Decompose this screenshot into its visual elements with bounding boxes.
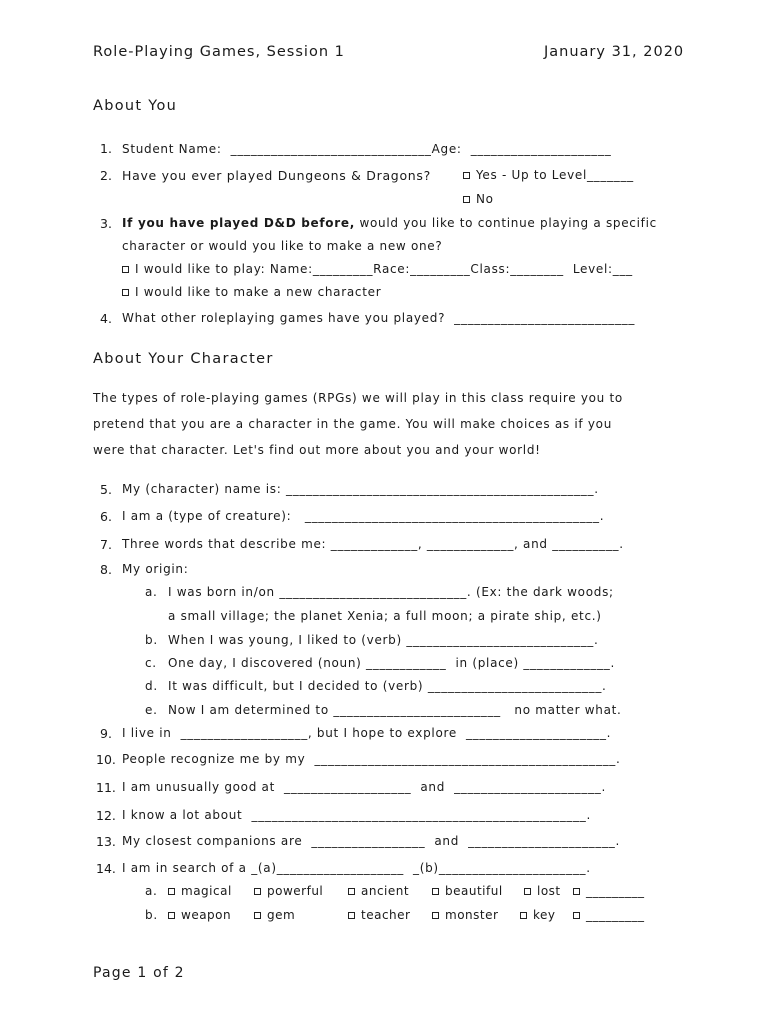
- option-powerful[interactable]: [254, 884, 323, 898]
- question-number: 12.: [96, 808, 116, 823]
- option-gem[interactable]: [254, 908, 295, 922]
- checkbox[interactable]: [348, 888, 355, 895]
- checkbox[interactable]: [348, 912, 355, 919]
- option-monster[interactable]: [432, 908, 498, 922]
- no-option[interactable]: [463, 192, 494, 206]
- bold-emphasis: If you have played D&D before,: [122, 216, 355, 230]
- option-label: gem: [267, 908, 296, 922]
- sub-label: b.: [145, 908, 158, 922]
- question-number: 3.: [100, 216, 112, 231]
- sub-label: a.: [145, 884, 158, 898]
- question-number: 5.: [100, 482, 112, 497]
- option-label: key: [533, 908, 556, 922]
- option-label: monster: [445, 908, 499, 922]
- page-number: Page 1 of 2: [93, 965, 185, 981]
- option-label: powerful: [267, 884, 324, 898]
- other-games-line[interactable]: What other roleplaying games have you played? ___________________________: [122, 311, 636, 325]
- option-label: I would like to make a new character: [135, 285, 382, 299]
- checkbox[interactable]: [463, 172, 470, 179]
- intro-line-3: were that character. Let's find out more about you and your world!: [93, 443, 541, 457]
- live-in-line[interactable]: I live in ___________________, but I hope to explore _____________________.: [122, 726, 612, 740]
- checkbox[interactable]: [573, 888, 580, 895]
- born-in-line[interactable]: I was born in/on ____________________________. (Ex: the dark woods;: [168, 585, 614, 599]
- question-number: 6.: [100, 509, 112, 524]
- student-name-age-line[interactable]: Student Name: ______________________________Age: _____________________: [122, 142, 612, 156]
- checkbox[interactable]: [168, 888, 175, 895]
- option-weapon[interactable]: [168, 908, 231, 922]
- checkbox[interactable]: [432, 888, 439, 895]
- determined-line[interactable]: Now I am determined to _________________________ no matter what.: [168, 703, 622, 717]
- sub-label: c.: [145, 656, 157, 670]
- continue-question-line2: character or would you like to make a new one?: [122, 239, 443, 253]
- option-label: magical: [181, 884, 232, 898]
- option-magical[interactable]: [168, 884, 232, 898]
- continue-question-line1: [122, 216, 657, 230]
- option-blank[interactable]: _________: [586, 884, 645, 898]
- checkbox[interactable]: [168, 912, 175, 919]
- question-number: 10.: [96, 752, 116, 767]
- born-in-examples: a small village; the planet Xenia; a full moon; a pirate ship, etc.): [168, 609, 602, 623]
- good-at-line[interactable]: I am unusually good at ___________________ and ______________________.: [122, 780, 606, 794]
- checkbox[interactable]: [122, 266, 129, 273]
- option-other-a[interactable]: [573, 884, 645, 898]
- option-label: weapon: [181, 908, 232, 922]
- question-number: 7.: [100, 537, 112, 552]
- intro-line-1: The types of role-playing games (RPGs) we will play in this class require you to: [93, 391, 623, 405]
- sub-label: a.: [145, 585, 158, 599]
- question-number: 2.: [100, 168, 112, 183]
- sub-label: d.: [145, 679, 158, 693]
- option-label: I would like to play: Name:_________Race:_________Class:________ Level:___: [135, 262, 633, 276]
- question-number: 14.: [96, 861, 116, 876]
- section-heading-about-you: About You: [93, 98, 178, 114]
- question-number: 8.: [100, 562, 112, 577]
- question-number: 1.: [100, 141, 112, 156]
- checkbox[interactable]: [520, 912, 527, 919]
- section-heading-about-character: About Your Character: [93, 351, 274, 367]
- three-words-line[interactable]: Three words that describe me: _____________, _____________, and __________.: [122, 537, 624, 551]
- question-number: 9.: [100, 726, 112, 741]
- option-lost[interactable]: [524, 884, 561, 898]
- option-ancient[interactable]: [348, 884, 409, 898]
- sub-label: b.: [145, 633, 158, 647]
- play-existing-option[interactable]: [122, 262, 633, 276]
- option-key[interactable]: [520, 908, 556, 922]
- make-new-option[interactable]: [122, 285, 381, 299]
- sub-label: e.: [145, 703, 158, 717]
- option-label: lost: [537, 884, 561, 898]
- document-date: January 31, 2020: [544, 44, 685, 60]
- option-blank[interactable]: _________: [586, 908, 645, 922]
- origin-label: My origin:: [122, 562, 189, 576]
- checkbox[interactable]: [432, 912, 439, 919]
- dnd-question: Have you ever played Dungeons & Dragons?: [122, 168, 431, 183]
- yes-option[interactable]: [463, 168, 634, 182]
- option-label: beautiful: [445, 884, 503, 898]
- decided-line[interactable]: It was difficult, but I decided to (verb) __________________________.: [168, 679, 607, 693]
- checkbox[interactable]: [524, 888, 531, 895]
- checkbox[interactable]: [254, 912, 261, 919]
- recognize-line[interactable]: People recognize me by my _____________________________________________.: [122, 752, 621, 766]
- question-number: 4.: [100, 311, 112, 326]
- discovered-line[interactable]: One day, I discovered (noun) ____________ in (place) _____________.: [168, 656, 616, 670]
- option-label: teacher: [361, 908, 411, 922]
- character-name-line[interactable]: My (character) name is: ______________________________________________.: [122, 482, 599, 496]
- question-text: would you like to continue playing a specific: [354, 216, 657, 230]
- companions-line[interactable]: My closest companions are _________________ and ______________________.: [122, 834, 620, 848]
- option-teacher[interactable]: [348, 908, 410, 922]
- creature-type-line[interactable]: I am a (type of creature): ____________________________________________.: [122, 509, 605, 523]
- checkbox[interactable]: [463, 196, 470, 203]
- liked-to-line[interactable]: When I was young, I liked to (verb) ____________________________.: [168, 633, 599, 647]
- question-number: 11.: [96, 780, 116, 795]
- know-about-line[interactable]: I know a lot about __________________________________________________.: [122, 808, 592, 822]
- search-line[interactable]: I am in search of a _(a)___________________ _(b)______________________.: [122, 861, 591, 875]
- document-title: Role-Playing Games, Session 1: [93, 44, 345, 60]
- intro-line-2: pretend that you are a character in the game. You will make choices as if you: [93, 417, 612, 431]
- option-label: ancient: [361, 884, 410, 898]
- option-other-b[interactable]: [573, 908, 645, 922]
- checkbox[interactable]: [254, 888, 261, 895]
- option-beautiful[interactable]: [432, 884, 503, 898]
- checkbox[interactable]: [122, 289, 129, 296]
- yes-label: Yes - Up to Level_______: [476, 168, 634, 182]
- no-label: No: [476, 192, 494, 206]
- checkbox[interactable]: [573, 912, 580, 919]
- question-number: 13.: [96, 834, 116, 849]
